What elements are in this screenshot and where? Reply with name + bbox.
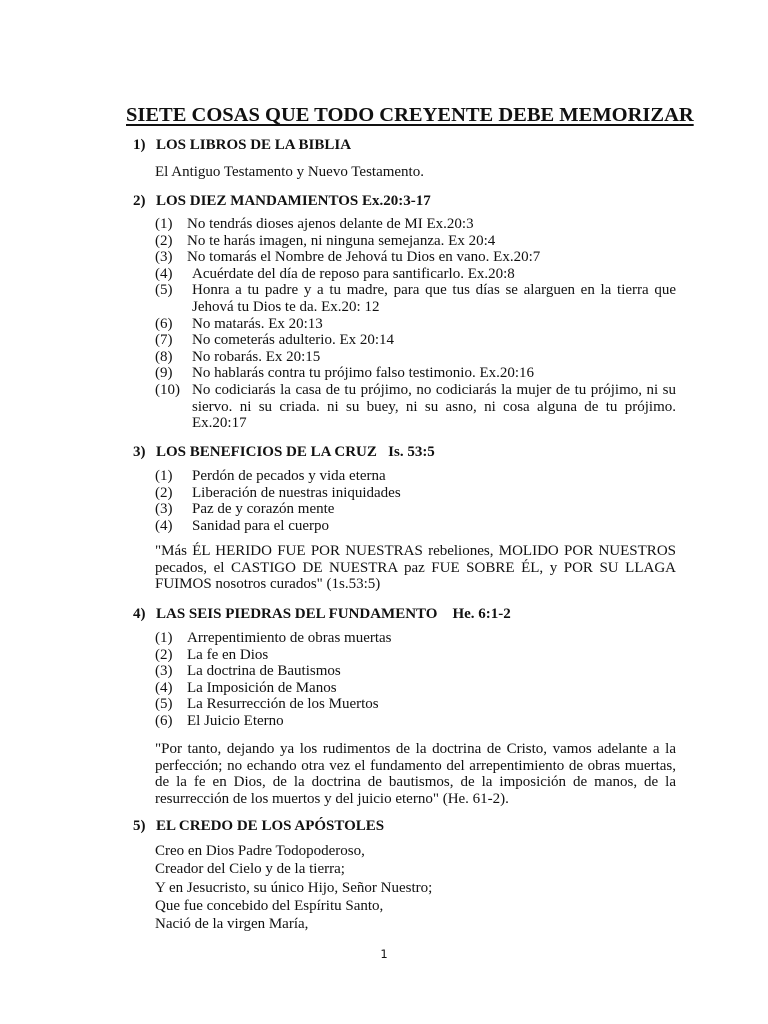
list-item-text: No matarás. Ex 20:13 bbox=[192, 315, 323, 332]
list-item-number: (8) bbox=[155, 348, 173, 365]
list-item bbox=[155, 663, 676, 680]
section-2-heading bbox=[133, 193, 431, 210]
list-item bbox=[155, 332, 676, 349]
list-item-text: No hablarás contra tu prójimo falso testimonio. Ex.20:16 bbox=[192, 365, 535, 382]
list-item-text: No tendrás dioses ajenos delante de MI Ex.20:3 bbox=[187, 216, 474, 232]
list-item bbox=[155, 316, 676, 333]
list-item bbox=[155, 249, 676, 266]
section-number: 4) bbox=[133, 606, 146, 622]
list-item-number: (6) bbox=[155, 315, 173, 332]
list-item-text: La Imposición de Manos bbox=[187, 679, 337, 696]
list-item-number: (1) bbox=[155, 468, 173, 484]
list-item bbox=[155, 365, 676, 382]
list-item-number: (1) bbox=[155, 630, 173, 646]
list-item-number: (3) bbox=[155, 663, 173, 680]
list-item-number: (5) bbox=[155, 282, 173, 299]
list-item-text: No tomarás el Nombre de Jehová tu Dios en vano. Ex.20:7 bbox=[187, 249, 541, 266]
list-item-text: La fe en Dios bbox=[187, 646, 269, 663]
list-item-text: Sanidad para el cuerpo bbox=[192, 517, 330, 534]
list-item-text: Perdón de pecados y vida eterna bbox=[192, 468, 386, 484]
list-item-text: Liberación de nuestras iniquidades bbox=[192, 484, 401, 501]
section-3-heading bbox=[133, 444, 435, 461]
list-item bbox=[155, 501, 676, 518]
list-item bbox=[155, 382, 676, 432]
section-title: LAS SEIS PIEDRAS DEL FUNDAMENTO He. 6:1-2 bbox=[156, 606, 511, 622]
list-item-number: (5) bbox=[155, 696, 173, 713]
list-item-text: No cometerás adulterio. Ex 20:14 bbox=[192, 332, 395, 349]
foundation-stones-list bbox=[155, 630, 676, 730]
list-item-text: El Juicio Eterno bbox=[187, 712, 284, 729]
list-item bbox=[155, 647, 676, 664]
list-item-text: La Resurrección de los Muertos bbox=[187, 696, 379, 713]
list-item bbox=[155, 630, 676, 647]
creed-line: Y en Jesucristo, su único Hijo, Señor Nuestro; bbox=[155, 879, 433, 896]
list-item-number: (2) bbox=[155, 232, 173, 249]
list-item-number: (3) bbox=[155, 501, 173, 518]
list-item-text: No robarás. Ex 20:15 bbox=[192, 348, 321, 365]
list-item bbox=[155, 349, 676, 366]
section-title: LOS DIEZ MANDAMIENTOS Ex.20:3-17 bbox=[156, 193, 431, 209]
section-title: EL CREDO DE LOS APÓSTOLES bbox=[156, 818, 385, 834]
section-title: LOS LIBROS DE LA BIBLIA bbox=[156, 137, 352, 153]
list-item-text: Paz de y corazón mente bbox=[192, 501, 335, 518]
list-item bbox=[155, 266, 676, 283]
creed-line: Creador del Cielo y de la tierra; bbox=[155, 861, 345, 878]
list-item-number: (6) bbox=[155, 712, 173, 729]
list-item-number: (10) bbox=[155, 381, 180, 398]
list-item-number: (4) bbox=[155, 679, 173, 696]
list-item-number: (3) bbox=[155, 249, 173, 266]
creed-line: Nació de la virgen María, bbox=[155, 916, 309, 933]
commandments-list bbox=[155, 216, 676, 432]
page-number: 1 bbox=[380, 947, 388, 961]
list-item bbox=[155, 518, 676, 535]
section-4-quote: "Por tanto, dejando ya los rudimentos de la doctrina de Cristo, vamos adelante a la perfección; no echando otra vez el fundamento del arrepentimiento de obras muertas, de la fe en Dios, de la doctrina de bautismos, de la imposición de manos, de la resurrección de los muertos y del juicio eterno" (He. 61-2). bbox=[155, 741, 676, 807]
list-item-text: No te harás imagen, ni ninguna semejanza. Ex 20:4 bbox=[187, 232, 496, 249]
creed-line: Que fue concebido del Espíritu Santo, bbox=[155, 897, 384, 914]
section-number: 2) bbox=[133, 193, 146, 209]
list-item bbox=[155, 713, 676, 730]
creed-line: Creo en Dios Padre Todopoderoso, bbox=[155, 843, 365, 859]
list-item-text: La doctrina de Bautismos bbox=[187, 663, 341, 680]
list-item-number: (7) bbox=[155, 332, 173, 349]
list-item bbox=[155, 468, 676, 485]
list-item bbox=[155, 233, 676, 250]
list-item-number: (2) bbox=[155, 484, 173, 501]
section-5-heading bbox=[133, 818, 384, 835]
list-item-number: (1) bbox=[155, 216, 173, 232]
list-item bbox=[155, 485, 676, 502]
section-3-quote: "Más ÉL HERIDO FUE POR NUESTRAS rebeliones, MOLIDO POR NUESTROS pecados, el CASTIGO DE NUESTRA paz FUE SOBRE ÉL, y POR SU LLAGA FUIMOS nosotros curados" (1s.53:5) bbox=[155, 543, 676, 593]
section-number: 1) bbox=[133, 137, 146, 153]
section-4-heading bbox=[133, 606, 511, 623]
list-item bbox=[155, 696, 676, 713]
section-1-text: El Antiguo Testamento y Nuevo Testamento. bbox=[155, 164, 424, 180]
list-item-number: (9) bbox=[155, 365, 173, 382]
document-title: SIETE COSAS QUE TODO CREYENTE DEBE MEMORIZAR bbox=[126, 104, 694, 126]
section-title: LOS BENEFICIOS DE LA CRUZ Is. 53:5 bbox=[156, 444, 435, 460]
section-number: 3) bbox=[133, 444, 146, 460]
list-item-text: No codiciarás la casa de tu prójimo, no codiciarás la mujer de tu prójimo, ni su siervo. ni su criada. ni su buey, ni su asno, ni cosa alguna de tu prójimo. Ex.20:17 bbox=[192, 381, 676, 432]
section-number: 5) bbox=[133, 818, 146, 834]
list-item-number: (2) bbox=[155, 646, 173, 663]
list-item-number: (4) bbox=[155, 265, 173, 282]
list-item-text: Honra a tu padre y a tu madre, para que tus días se alarguen en la tierra que Jehová tu Dios te da. Ex.20: 12 bbox=[192, 282, 676, 315]
list-item-text: Acuérdate del día de reposo para santificarlo. Ex.20:8 bbox=[192, 265, 515, 282]
cross-benefits-list bbox=[155, 468, 676, 534]
list-item bbox=[155, 282, 676, 315]
apostles-creed-lines bbox=[155, 842, 432, 933]
list-item-number: (4) bbox=[155, 517, 173, 534]
list-item bbox=[155, 680, 676, 697]
section-1-heading bbox=[133, 137, 351, 154]
list-item bbox=[155, 216, 676, 233]
list-item-text: Arrepentimiento de obras muertas bbox=[187, 630, 392, 646]
